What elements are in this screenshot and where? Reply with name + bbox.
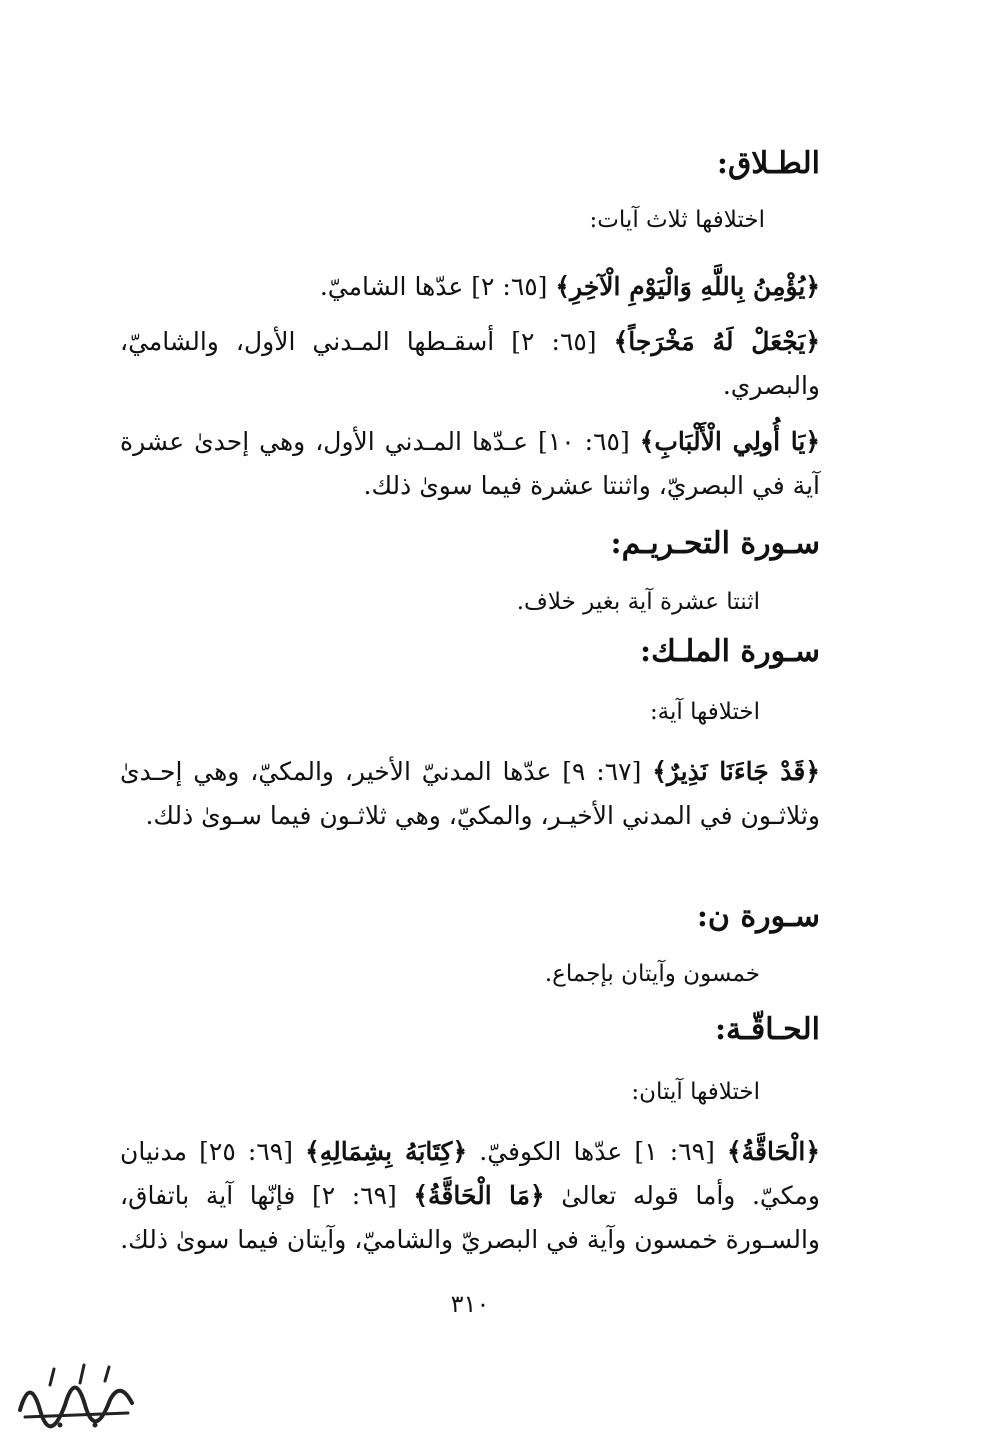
verse-note: [٦٩: ٢] فإنّها آية باتفاق، والسـورة خمسون وآية في البصريّ والشاميّ، وآيتان فيما سوىٰ ذلك. xyxy=(120,1181,820,1254)
tahrim-heading: سـورة التحـريـم: xyxy=(610,526,820,561)
quran-verse: ﴿مَا الْحَاقَّةُ﴾ xyxy=(413,1181,545,1210)
verse-note: [٦٥: ١٠] عـدّها المـدني الأول، وهي إحدىٰ عشرة آية في البصريّ، واثنتا عشرة فيما سوىٰ ذلك. xyxy=(120,427,820,500)
talaq-verse-3 xyxy=(120,420,820,508)
page-number: ٣١٠ xyxy=(450,1290,490,1318)
nun-text: خمسون وآيتان بإجماع. xyxy=(544,961,760,987)
quran-verse: ﴿الْحَاقَّةُ﴾ xyxy=(727,1137,820,1166)
mulk-intro: اختلافها آية: xyxy=(649,699,760,725)
verse-note: [٦٩: ٢٥] مدنيان ومكيّ. وأما قوله تعالىٰ xyxy=(120,1137,820,1210)
haqqa-verses xyxy=(120,1130,820,1262)
quran-verse: ﴿كِتَابَهُ بِشِمَالِهِ﴾ xyxy=(305,1137,468,1166)
talaq-intro: اختلافها ثلاث آيات: xyxy=(589,207,765,233)
quran-verse: ﴿قَدْ جَاءَنَا نَذِيرٌ﴾ xyxy=(652,757,820,786)
haqqa-heading: الحـاقّـة: xyxy=(714,1012,820,1047)
nun-heading: سـورة ن: xyxy=(696,899,820,934)
mulk-heading: سـورة الملـك: xyxy=(640,634,820,669)
verse-note: [٦٥: ٢] عدّها الشاميّ. xyxy=(319,272,548,301)
tahrim-text: اثنتا عشرة آية بغير خلاف. xyxy=(516,589,760,615)
verse-note: [٦٥: ٢] أسقـطها المـدني الأول، والشاميّ، والبصري. xyxy=(120,327,820,400)
verse-note: [٦٩: ١] عدّها الكوفيّ. xyxy=(479,1137,715,1166)
talaq-verse-2 xyxy=(120,320,820,408)
talaq-verse-1 xyxy=(180,265,820,309)
quran-verse: ﴿يَا أُولِي الْأَلْبَابِ﴾ xyxy=(639,427,821,456)
calligraphy-logo-icon xyxy=(10,1355,140,1435)
quran-verse: ﴿يَجْعَلْ لَهُ مَخْرَجاً﴾ xyxy=(613,327,820,356)
quran-verse: ﴿يُؤْمِنُ بِاللَّهِ وَالْيَوْمِ الْآخِرِ﴾ xyxy=(555,272,820,301)
haqqa-intro: اختلافها آيتان: xyxy=(631,1079,760,1105)
verse-note: [٦٧: ٩] عدّها المدنيّ الأخير، والمكيّ، وهي إحـدىٰ وثلاثـون في المدني الأخيـر، والمكيّ، وهي ثلاثـون فيما سـوىٰ ذلك. xyxy=(120,757,820,830)
talaq-heading: الطـلاق: xyxy=(716,146,820,181)
mulk-verse-1 xyxy=(120,750,820,838)
